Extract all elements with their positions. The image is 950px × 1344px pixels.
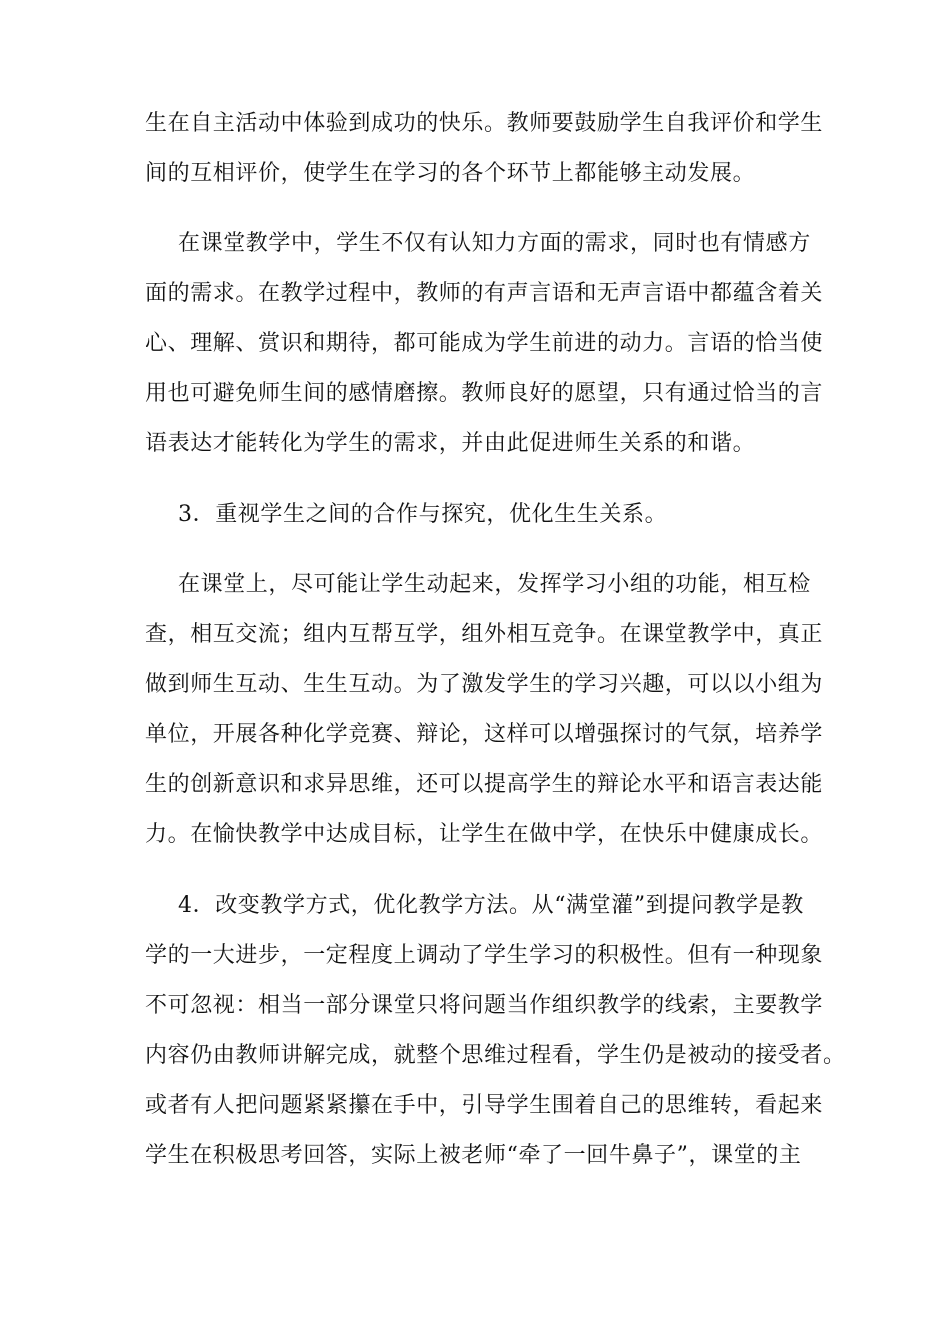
paragraph-line: 不可忽视：相当一部分课堂只将问题当作组织教学的线索，主要教学: [145, 993, 824, 1018]
paragraph-line: 面的需求。在教学过程中，教师的有声言语和无声言语中都蕴含着关: [145, 281, 824, 306]
paragraph-line: 学的一大进步，一定程度上调动了学生学习的积极性。但有一种现象: [145, 943, 824, 968]
paragraph-line: 学生在积极思考回答，实际上被老师“牵了一回牛鼻子”，课堂的主: [145, 1143, 802, 1168]
paragraph-line: 在课堂上，尽可能让学生动起来，发挥学习小组的功能，相互检: [178, 572, 811, 597]
paragraph-line: 用也可避免师生间的感情磨擦。教师良好的愿望，只有通过恰当的言: [145, 381, 824, 406]
paragraph-line: 力。在愉快教学中达成目标，让学生在做中学，在快乐中健康成长。: [145, 822, 824, 847]
section-heading: 3．重视学生之间的合作与探究，优化生生关系。: [178, 502, 668, 527]
paragraph-line: 或者有人把问题紧紧攥在手中，引导学生围着自己的思维转，看起来: [145, 1093, 824, 1118]
paragraph-line: 内容仍由教师讲解完成，就整个思维过程看，学生仍是被动的接受者。: [145, 1043, 846, 1068]
paragraph-line: 生在自主活动中体验到成功的快乐。教师要鼓励学生自我评价和学生: [145, 111, 824, 136]
paragraph-line: 做到师生互动、生生互动。为了激发学生的学习兴趣，可以以小组为: [145, 672, 824, 697]
paragraph-line: 语表达才能转化为学生的需求，并由此促进师生关系的和谐。: [145, 431, 756, 456]
paragraph-line: 在课堂教学中，学生不仅有认知力方面的需求，同时也有情感方: [178, 231, 811, 256]
paragraph-line: 生的创新意识和求异思维，还可以提高学生的辩论水平和语言表达能: [145, 772, 824, 797]
paragraph-line: 心、理解、赏识和期待，都可能成为学生前进的动力。言语的恰当使: [145, 331, 824, 356]
paragraph-line: 间的互相评价，使学生在学习的各个环节上都能够主动发展。: [145, 161, 756, 186]
paragraph-line: 查，相互交流；组内互帮互学，组外相互竞争。在课堂教学中，真正: [145, 622, 824, 647]
section-heading: 4．改变教学方式，优化教学方法。从“满堂灌”到提问教学是教: [178, 893, 804, 918]
paragraph-line: 单位，开展各种化学竞赛、辩论，这样可以增强探讨的气氛，培养学: [145, 722, 824, 747]
